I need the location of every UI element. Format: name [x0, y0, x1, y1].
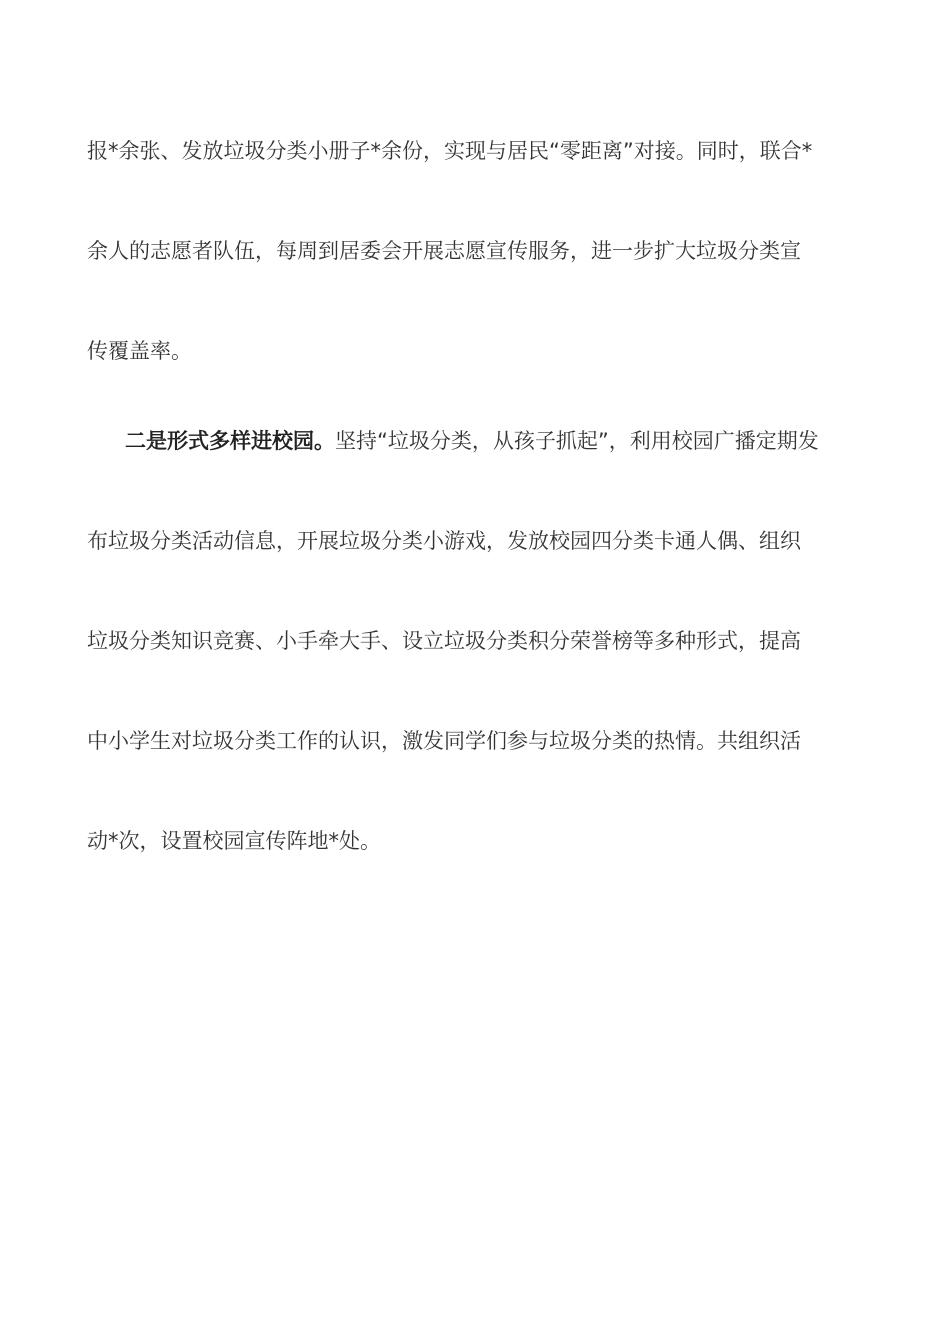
- text-line: 报*余张、发放垃圾分类小册子*余份，实现与居民“零距离”对接。同时，联合*: [87, 139, 813, 163]
- text-line: 垃圾分类知识竞赛、小手牵大手、设立垃圾分类积分荣誉榜等多种形式，提高: [87, 629, 801, 653]
- heading-line-text: 坚持“垃圾分类，从孩子抓起”，利用校园广播定期发: [335, 429, 819, 453]
- text-line: [125, 426, 863, 456]
- text-line: 传覆盖率。: [87, 339, 192, 363]
- text-line: 动*次，设置校园宣传阵地*处。: [87, 829, 381, 853]
- section-heading: 二是形式多样进校园。: [125, 429, 335, 453]
- text-line: 中小学生对垃圾分类工作的认识，激发同学们参与垃圾分类的热情。共组织活: [87, 729, 801, 753]
- text-line: 余人的志愿者队伍，每周到居委会开展志愿宣传服务，进一步扩大垃圾分类宣: [87, 239, 801, 263]
- text-line: 布垃圾分类活动信息，开展垃圾分类小游戏，发放校园四分类卡通人偶、组织: [87, 529, 801, 553]
